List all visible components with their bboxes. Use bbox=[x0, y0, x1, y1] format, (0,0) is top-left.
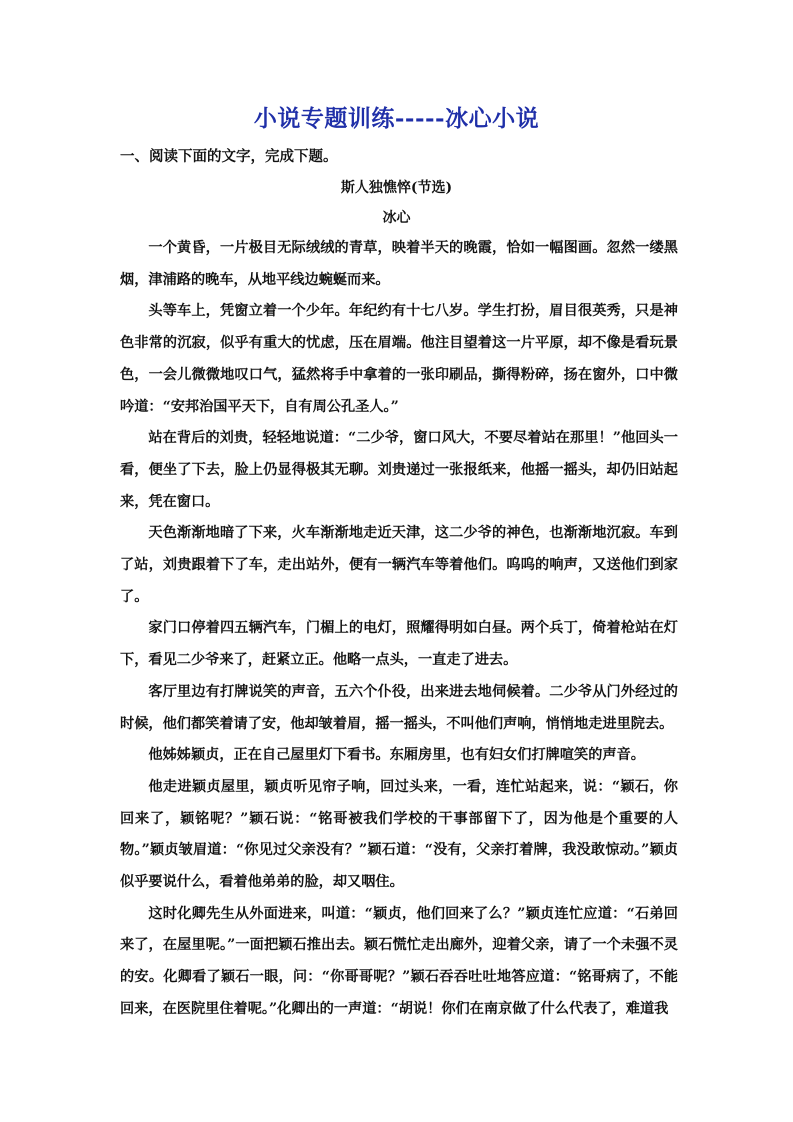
paragraph: 头等车上，凭窗立着一个少年。年纪约有十七八岁。学生打扮，眉目很英秀，只是神色非常的沉寂，似乎有重大的忧虑，压在眉端。他注目望着这一片平原，却不像是看玩景色，一会儿微微地叹口气，猛然将手中拿着的一张印刷品，撕得粉碎，扬在窗外，口中微吟道：“安邦治国平天下，自有周公孔圣人。” bbox=[120, 303, 678, 415]
story-body bbox=[120, 233, 678, 1026]
story-author: 冰心 bbox=[382, 210, 411, 226]
story-title: 斯人独憔悴(节选) bbox=[340, 180, 453, 196]
paragraph: 他姊姊颖贞，正在自己屋里灯下看书。东厢房里，也有妇女们打牌喧笑的声音。 bbox=[148, 747, 645, 764]
paragraph: 这时化卿先生从外面进来，叫道：“颖贞，他们回来了么？”颖贞连忙应道：“石弟回来了，在屋里呢。”一面把颖石推出去。颖石慌忙走出廊外，迎着父亲，请了一个未强不灵的安。化卿看了颖石一眼，问：“你哥哥呢？”颖石吞吞吐吐地答应道：“铭哥病了，不能回来，在医院里住着呢。”化卿出的一声道：“胡说！你们在南京做了什么代表了，难道我 bbox=[120, 905, 678, 1017]
paragraph: 他走进颖贞屋里，颖贞听见帘子响，回过头来，一看，连忙站起来，说：“颖石，你回来了，颖铭呢？”颖石说：“铭哥被我们学校的干事部留下了，因为他是个重要的人物。”颖贞皱眉道：“你见过父亲没有？”颖石道：“没有，父亲打着牌，我没敢惊动。”颖贞似乎要说什么，看着他弟弟的脸，却又咽住。 bbox=[120, 778, 678, 891]
paragraph: 家门口停着四五辆汽车，门楣上的电灯，照耀得明如白昼。两个兵丁，倚着枪站在灯下，看见二少爷来了，赶紧立正。他略一点头，一直走了进去。 bbox=[120, 620, 678, 669]
page-title: 小说专题训练-----冰心小说 bbox=[253, 105, 540, 132]
paragraph: 天色渐渐地暗了下来，火车渐渐地走近天津，这二少爷的神色，也渐渐地沉寂。车到了站，刘贵跟着下了车，走出站外，便有一辆汽车等着他们。呜呜的响声，又送他们到家了。 bbox=[120, 525, 678, 605]
paragraph: 站在背后的刘贵，轻轻地说道：“二少爷，窗口风大，不要尽着站在那里！”他回头一看，便坐了下去，脸上仍显得极其无聊。刘贵递过一张报纸来，他摇一摇头，却仍旧站起来，凭在窗口。 bbox=[120, 430, 678, 510]
paragraph: 客厅里边有打牌说笑的声音，五六个仆役，出来进去地伺候着。二少爷从门外经过的时候，他们都笑着请了安，他却皱着眉，摇一摇头，不叫他们声响，悄悄地走进里院去。 bbox=[120, 683, 678, 732]
section-heading: 一、阅读下面的文字，完成下题。 bbox=[120, 148, 338, 165]
paragraph: 一个黄昏，一片极目无际绒绒的青草，映着半天的晚霞，恰如一幅图画。忽然一缕黑烟，津浦路的晚车，从地平线边蜿蜒而来。 bbox=[120, 240, 678, 288]
